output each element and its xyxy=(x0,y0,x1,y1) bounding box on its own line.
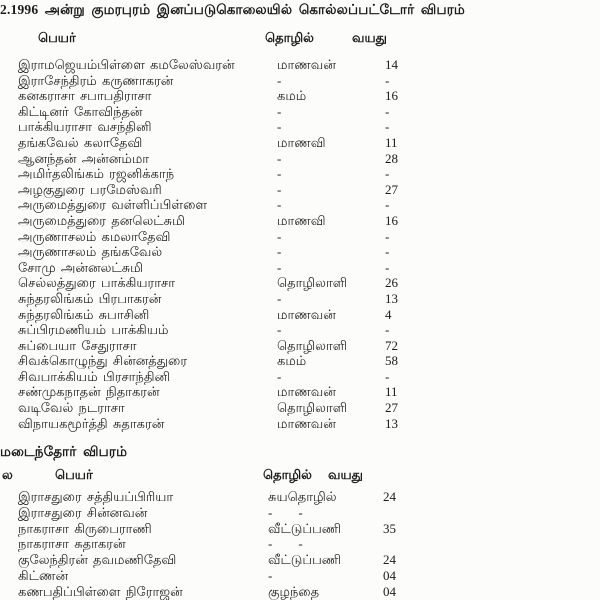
person-name: அமிர்தலிங்கம் ரஜனிக்காந் xyxy=(18,166,175,182)
person-name: சோமு அன்னலட்சுமி xyxy=(18,259,143,275)
injured-header-age: வயது xyxy=(328,467,363,482)
table-row xyxy=(0,384,600,400)
person-name: விநாயகமூர்த்தி சுதாகரன் xyxy=(18,415,165,431)
person-age: 04 xyxy=(383,567,396,583)
table-row xyxy=(0,291,600,307)
injured-table xyxy=(0,489,600,600)
person-occupation: - xyxy=(277,322,282,338)
injured-section-title: மடைந்தோர் விபரம் xyxy=(0,444,128,459)
table-row xyxy=(0,104,600,120)
person-occupation: மாணவி xyxy=(277,212,326,228)
person-name: அருணாசலம் தங்கவேல் xyxy=(18,244,163,260)
person-occupation: குழந்தை xyxy=(268,583,320,599)
person-age: 14 xyxy=(385,57,398,72)
person-occupation: - xyxy=(277,290,282,306)
person-name: சிவபாக்கியம் பிரசாந்தினி xyxy=(18,368,171,384)
person-name: அருணாசலம் கமலாதேவி xyxy=(18,228,171,244)
person-occupation: - xyxy=(277,197,282,213)
person-age: 35 xyxy=(383,520,396,536)
killed-section-title: 2.1996 அன்று குமரபுரம் இனப்படுகொலையில் கொல்லப்பட்டோர் விபரம் xyxy=(0,2,465,17)
person-name: சுப்பிரமணியம் பாக்கியம் xyxy=(18,322,169,338)
table-row xyxy=(0,568,600,584)
person-name: இராசதுரை சத்தியப்பிரியா xyxy=(18,489,174,504)
person-occupation: - - xyxy=(268,536,303,552)
table-row xyxy=(0,584,600,600)
person-age: 11 xyxy=(385,134,398,150)
killed-header-age: வயது xyxy=(352,30,387,45)
table-row xyxy=(0,166,600,182)
table-row xyxy=(0,260,600,276)
person-occupation: - xyxy=(277,228,282,244)
person-occupation: - xyxy=(277,119,282,135)
table-row xyxy=(0,338,600,354)
person-occupation: - xyxy=(277,368,282,384)
injured-header-job: தொழில் xyxy=(263,467,312,482)
person-name: குலேந்திரன் தவமணிதேவி xyxy=(18,552,177,568)
person-occupation: - xyxy=(277,259,282,275)
person-age: - xyxy=(385,228,390,244)
person-name: அருமைத்துரை வள்ளிப்பிள்ளை xyxy=(18,197,208,213)
person-name: அழகுதுரை பரமேஸ்வரி xyxy=(18,181,162,197)
table-row xyxy=(0,73,600,89)
person-age: 13 xyxy=(385,415,398,431)
person-name: பாக்கியராசா வசந்தினி xyxy=(18,119,152,135)
person-name: நாகராசா கிருபைராணி xyxy=(18,520,152,536)
person-occupation: - xyxy=(277,181,282,197)
person-occupation: மாணவன் xyxy=(277,306,336,322)
injured-header-name: பெயர் xyxy=(55,467,93,482)
person-age: - xyxy=(385,259,390,275)
table-row xyxy=(0,182,600,198)
person-age: - xyxy=(385,322,390,338)
table-row xyxy=(0,322,600,338)
person-name: இராசதுரை சின்னவன் xyxy=(18,504,148,520)
table-row xyxy=(0,229,600,245)
person-name: கணபதிப்பிள்ளை நிரோஜன் xyxy=(18,583,183,599)
person-name: நாகராசா சுதாகரன் xyxy=(18,536,126,552)
person-occupation: - xyxy=(277,72,282,88)
person-age: - xyxy=(385,166,390,182)
person-name: கனகராசா சபாபதிராசா xyxy=(18,88,152,104)
killed-table xyxy=(0,57,600,431)
person-age: 16 xyxy=(385,212,398,228)
table-row xyxy=(0,119,600,135)
person-occupation: மாணவன் xyxy=(277,57,336,72)
person-name: இராசேந்திரம் கருணாகரன் xyxy=(18,72,174,88)
table-row xyxy=(0,536,600,552)
person-name: கிட்ணன் xyxy=(18,567,69,583)
table-row xyxy=(0,521,600,537)
person-age: 24 xyxy=(383,489,396,504)
person-occupation: தொழிலாளி xyxy=(277,400,348,416)
table-row xyxy=(0,275,600,291)
person-age: - xyxy=(385,72,390,88)
table-row xyxy=(0,135,600,151)
person-name: இராமஜெயம்பிள்ளை கமலேஸ்வரன் xyxy=(18,57,235,72)
table-row xyxy=(0,369,600,385)
person-occupation: வீட்டுப்பணி xyxy=(268,552,342,568)
injured-header-col0-fragment: ல xyxy=(2,467,13,482)
person-occupation: - xyxy=(277,244,282,260)
table-row xyxy=(0,400,600,416)
person-name: அருமைத்துரை தனலெட்சுமி xyxy=(18,212,185,228)
table-row xyxy=(0,416,600,432)
person-name: ஆனந்தன் அன்னம்மா xyxy=(18,150,150,166)
person-occupation: - xyxy=(268,567,273,583)
person-age: 04 xyxy=(383,583,396,599)
person-occupation: - xyxy=(277,103,282,119)
person-name: கிட்டினர் கோவிந்தன் xyxy=(18,103,143,119)
person-age: - xyxy=(385,244,390,260)
person-occupation: மாணவி xyxy=(277,134,326,150)
killed-header-name: பெயர் xyxy=(38,30,76,45)
table-row xyxy=(0,213,600,229)
person-age: 24 xyxy=(383,552,396,568)
table-row xyxy=(0,244,600,260)
killed-header-job: தொழில் xyxy=(265,30,314,45)
person-name: சுப்பையா சேதுராசா xyxy=(18,337,137,353)
person-occupation: தொழிலாளி xyxy=(277,275,348,291)
person-occupation: வீட்டுப்பணி xyxy=(268,520,342,536)
person-age: 26 xyxy=(385,275,398,291)
person-age: - xyxy=(385,368,390,384)
table-row xyxy=(0,489,600,505)
person-age: 4 xyxy=(385,306,392,322)
person-occupation: கமம் xyxy=(277,353,307,369)
table-row xyxy=(0,505,600,521)
person-age: - xyxy=(385,197,390,213)
person-age: 72 xyxy=(385,337,398,353)
person-occupation: கமம் xyxy=(277,88,307,104)
table-row xyxy=(0,552,600,568)
person-occupation: மாணவன் xyxy=(277,384,336,400)
person-name: சுந்தரலிங்கம் பிரபாகரன் xyxy=(18,290,162,306)
person-age: 11 xyxy=(385,384,398,400)
person-age: - xyxy=(385,119,390,135)
person-age: 58 xyxy=(385,353,398,369)
person-occupation: சுயதொழில் xyxy=(268,489,337,504)
person-occupation: தொழிலாளி xyxy=(277,337,348,353)
table-row xyxy=(0,88,600,104)
person-occupation: - - xyxy=(268,504,303,520)
person-name: வடிவேல் நடராசா xyxy=(18,400,125,416)
table-row xyxy=(0,353,600,369)
person-name: சண்முகநாதன் நிதாகரன் xyxy=(18,384,160,400)
person-age: 27 xyxy=(385,400,398,416)
person-occupation: - xyxy=(277,150,282,166)
person-age: 27 xyxy=(385,181,398,197)
person-age: 16 xyxy=(385,88,398,104)
table-row xyxy=(0,307,600,323)
person-age: - xyxy=(385,103,390,119)
person-age: 28 xyxy=(385,150,398,166)
person-occupation: - xyxy=(277,166,282,182)
person-name: தங்கவேல் கலாதேவி xyxy=(18,134,143,150)
person-name: சுந்தரலிங்கம் சுபாசினி xyxy=(18,306,150,322)
table-row xyxy=(0,151,600,167)
person-name: சிவக்கொழுந்து சின்னத்துரை xyxy=(18,353,188,369)
person-age: 13 xyxy=(385,290,398,306)
table-row xyxy=(0,197,600,213)
person-name: செல்லத்துரை பாக்கியராசா xyxy=(18,275,175,291)
table-row xyxy=(0,57,600,73)
person-occupation: மாணவன் xyxy=(277,415,336,431)
